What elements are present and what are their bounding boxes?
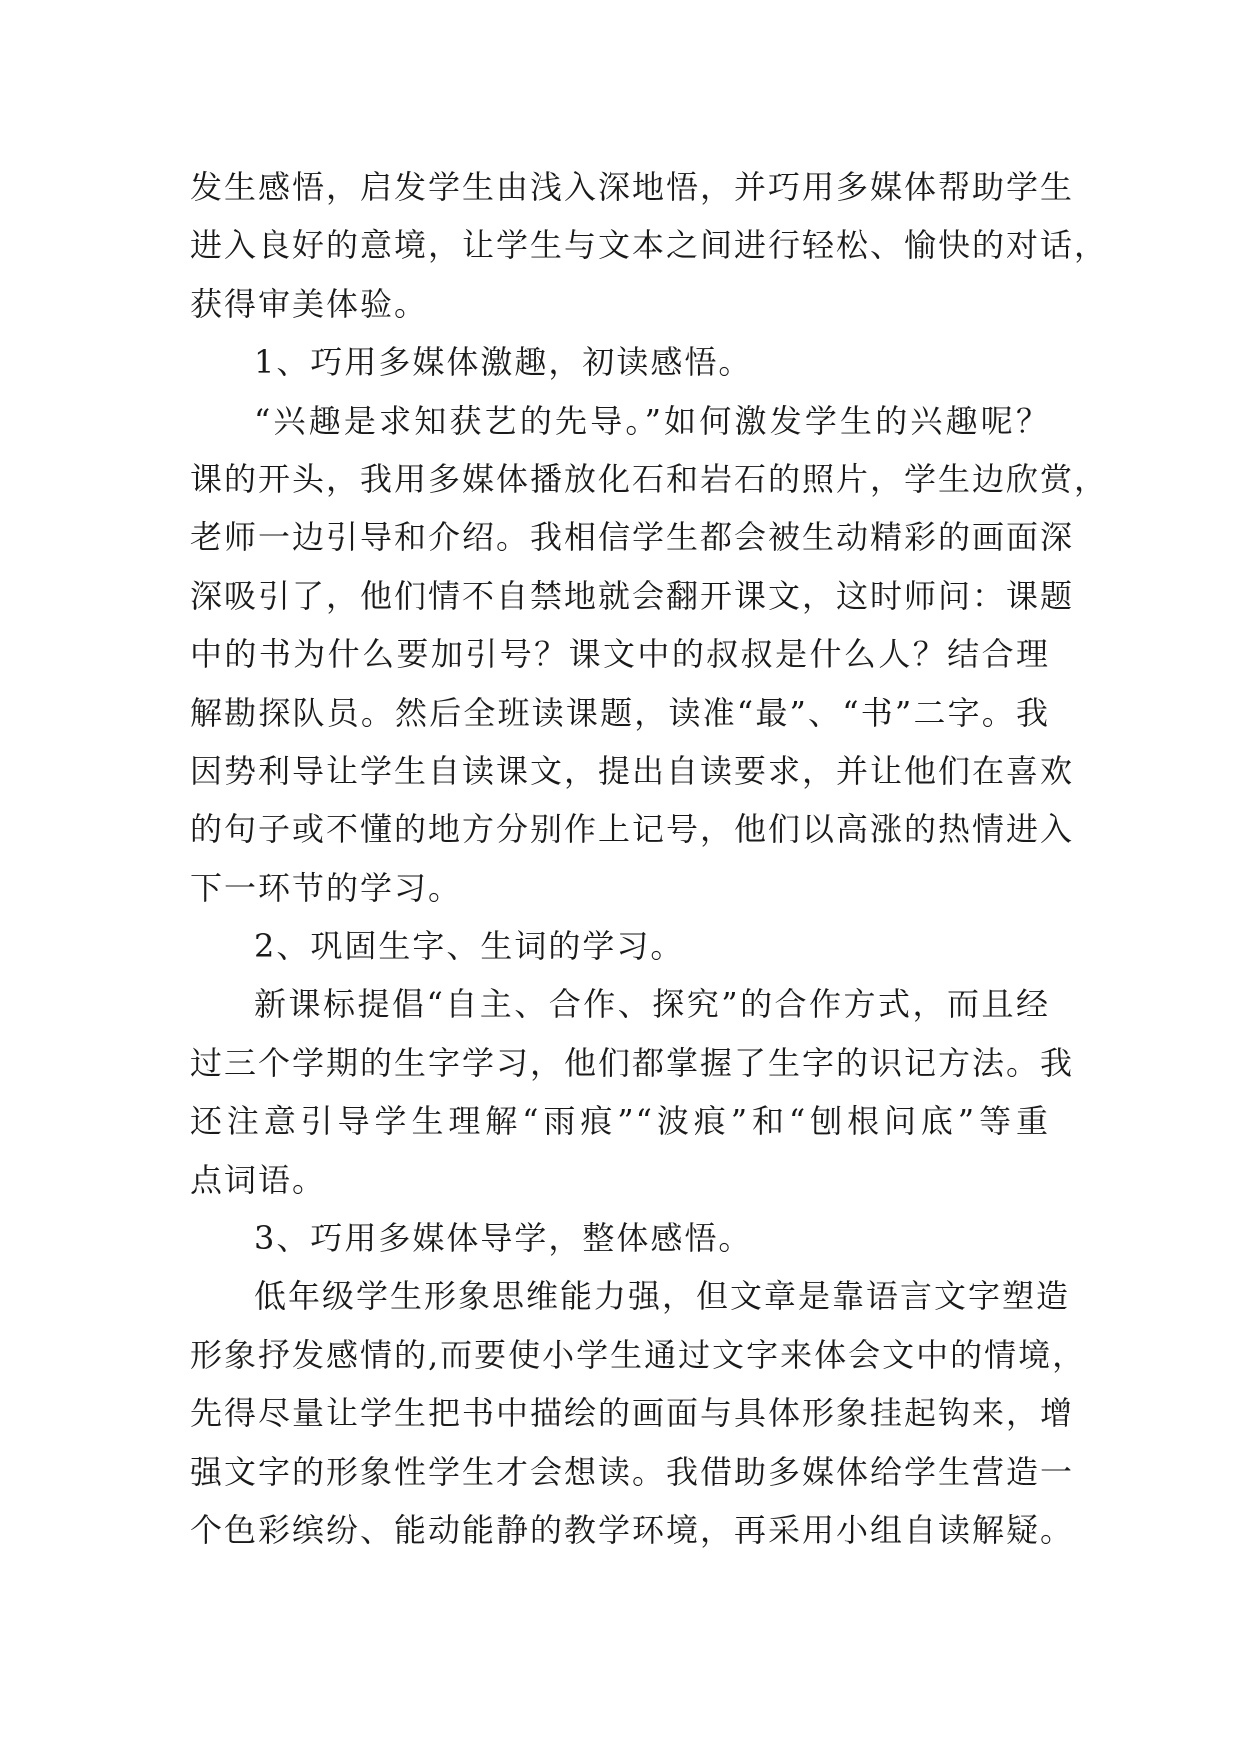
text-line: 低年级学生形象思维能力强，但文章是靠语言文字塑造: [254, 1277, 1071, 1316]
text-line: 个色彩缤纷、能动能静的教学环境，再采用小组自读解疑。: [190, 1510, 1075, 1549]
text-line: 还注意引导学生理解“雨痕”“波痕”和“刨根问底”等重: [190, 1102, 1050, 1141]
text-line: 的句子或不懂的地方分别作上记号，他们以高涨的热情进入: [190, 810, 1075, 849]
text-line: 老师一边引导和介绍。我相信学生都会被生动精彩的画面深: [190, 518, 1075, 557]
text-line: 获得审美体验。: [190, 284, 429, 323]
text-line: 因势利导让学生自读课文，提出自读要求，并让他们在喜欢: [190, 751, 1075, 790]
text-line: 点词语。: [190, 1160, 327, 1199]
text-line: “兴趣是求知获艺的先导。”如何激发学生的兴趣呢？: [254, 401, 1050, 440]
text-line: 深吸引了，他们情不自禁地就会翻开课文，这时师问：课题: [190, 576, 1075, 615]
text-line: 形象抒发感情的,而要使小学生通过文字来体会文中的情境，: [190, 1335, 1087, 1374]
text-line: 1、巧用多媒体激趣，初读感悟。: [254, 343, 753, 382]
text-line: 课的开头，我用多媒体播放化石和岩石的照片，学生边欣赏，: [190, 459, 1109, 498]
text-line: 中的书为什么要加引号？课文中的叔叔是什么人？结合理: [190, 635, 1050, 674]
text-line: 发生感悟，启发学生由浅入深地悟，并巧用多媒体帮助学生: [190, 168, 1075, 206]
text-line: 3、巧用多媒体导学，整体感悟。: [254, 1219, 753, 1258]
text-line: 过三个学期的生字学习，他们都掌握了生字的识记方法。我: [190, 1043, 1075, 1082]
document-body: [190, 158, 1109, 1559]
text-line: 先得尽量让学生把书中描绘的画面与具体形象挂起钩来，增: [190, 1394, 1075, 1433]
text-line: 下一环节的学习。: [190, 868, 463, 907]
text-line: 解勘探队员。然后全班读课题，读准“最”、“书”二字。我: [190, 693, 1050, 732]
text-line: 新课标提倡“自主、合作、探究”的合作方式，而且经: [254, 985, 1050, 1024]
text-line: 2、巩固生字、生词的学习。: [254, 927, 685, 966]
text-line: 强文字的形象性学生才会想读。我借助多媒体给学生营造一: [190, 1452, 1075, 1491]
text-line: 进入良好的意境，让学生与文本之间进行轻松、愉快的对话，: [190, 226, 1109, 265]
